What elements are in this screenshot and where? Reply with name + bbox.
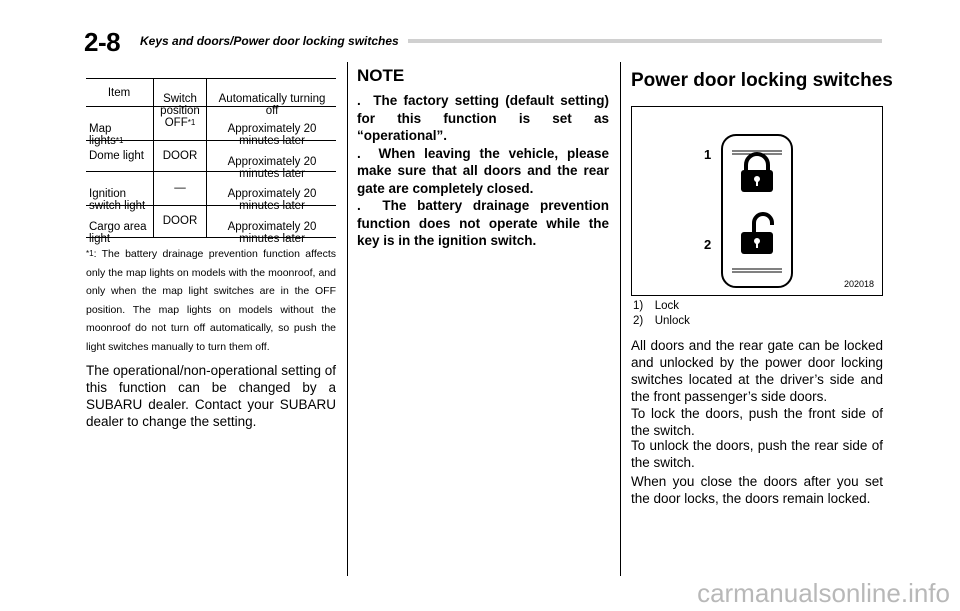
footnote-text: : The battery drainage prevention function affects only the map lights on models with the moonroof, and only when the map light switches are in the OFF position. The map lights on models without the moonroof do not turn off automatically, so push the light switches manually to turn them off. xyxy=(86,248,336,353)
note-bullet: . xyxy=(357,198,361,213)
header-bar xyxy=(408,39,882,43)
table-cell-switch xyxy=(154,182,206,194)
table-cell-item: Dome light xyxy=(89,150,144,162)
note-list xyxy=(357,92,609,250)
table-cell-off xyxy=(207,111,337,147)
figure-label-2: 2 xyxy=(704,237,712,252)
table-cell-off-text: Approximately 20 minutes later xyxy=(227,123,317,147)
table-cell-off-text: Approximately 20 minutes later xyxy=(227,188,317,212)
table-cell-off-text: Approximately 20 minutes later xyxy=(227,156,317,180)
table-cell-off xyxy=(207,144,337,180)
note-bullet: . xyxy=(357,145,361,161)
figure-caption-2: 2) Unlock xyxy=(633,315,690,327)
table-cell-item: Map lights xyxy=(89,123,116,147)
table-header-switch xyxy=(154,81,206,117)
table-cell-off xyxy=(207,176,337,212)
switch-illustration xyxy=(632,107,882,295)
table-header-item xyxy=(86,87,152,99)
table-cell-switch-text: DOOR xyxy=(162,215,198,227)
column-divider-right xyxy=(620,62,621,576)
section-heading: Power door locking switches xyxy=(631,70,893,91)
section-paragraph: To unlock the doors, push the rear side of the switch. xyxy=(631,438,883,470)
table-cell-switch xyxy=(154,215,206,227)
switch-figure xyxy=(631,106,883,296)
section-paragraph: All doors and the rear gate can be locked and unlocked by the power door locking switches located at the driver’s side and the front passenger’s side doors. xyxy=(631,338,883,404)
note-item xyxy=(357,145,609,198)
note-item-text: When leaving the vehicle, please make sure that all doors and the rear gate are completely closed. xyxy=(357,145,609,196)
table-row xyxy=(89,150,153,162)
section-title: Keys and doors/Power door locking switches xyxy=(140,34,399,48)
table-cell-switch xyxy=(154,150,206,162)
table-rule-top xyxy=(86,78,336,79)
watermark: carmanualsonline.info xyxy=(697,578,950,608)
table-cell-switch-text: DOOR xyxy=(162,150,198,162)
note-item-text: The factory setting (default setting) for this function is set as “operational”. xyxy=(357,93,609,143)
note-heading: NOTE xyxy=(357,66,405,85)
table-header-switch-text: Switch position xyxy=(160,93,200,117)
note-item xyxy=(357,92,609,145)
footnote-ref: *1 xyxy=(115,136,124,145)
table-cell-item: Cargo area light xyxy=(89,221,147,245)
table-cell-switch-text: — xyxy=(174,182,186,194)
figure-label-1: 1 xyxy=(704,147,712,162)
section-paragraph: When you close the doors after you set the door locks, the doors remain locked. xyxy=(631,474,883,506)
table-cell-off-text: Approximately 20 minutes later xyxy=(227,221,317,245)
note-item-text: The battery drainage prevention function does not operate while the key is in the ignition switch. xyxy=(357,198,609,248)
table-footnote xyxy=(86,245,336,356)
footnote-ref: *1 xyxy=(187,118,196,127)
table-cell-off xyxy=(207,209,337,245)
table-cell-item: Ignition switch light xyxy=(89,188,146,212)
figure-id: 202018 xyxy=(843,279,874,289)
table-header-item-text: Item xyxy=(107,87,131,99)
table-row xyxy=(89,209,153,245)
table-cell-switch xyxy=(154,117,206,129)
table-row xyxy=(89,176,153,212)
figure-caption-1: 1) Lock xyxy=(633,300,680,312)
setting-paragraph: The operational/non-operational setting of this function can be changed by a SUBARU dealer. Contact your SUBARU dealer to change the setting. xyxy=(86,363,336,429)
column-divider-left xyxy=(347,62,348,576)
table-header-off-text: Automatically turning off xyxy=(218,93,326,117)
note-item xyxy=(357,197,609,250)
table-cell-switch-text: OFF xyxy=(164,117,188,129)
footnote-marker: *1 xyxy=(86,249,94,258)
page-number: 2-8 xyxy=(84,27,121,57)
table-row xyxy=(89,111,153,147)
section-paragraph: To lock the doors, push the front side of the switch. xyxy=(631,406,883,438)
note-bullet: . xyxy=(357,93,361,108)
